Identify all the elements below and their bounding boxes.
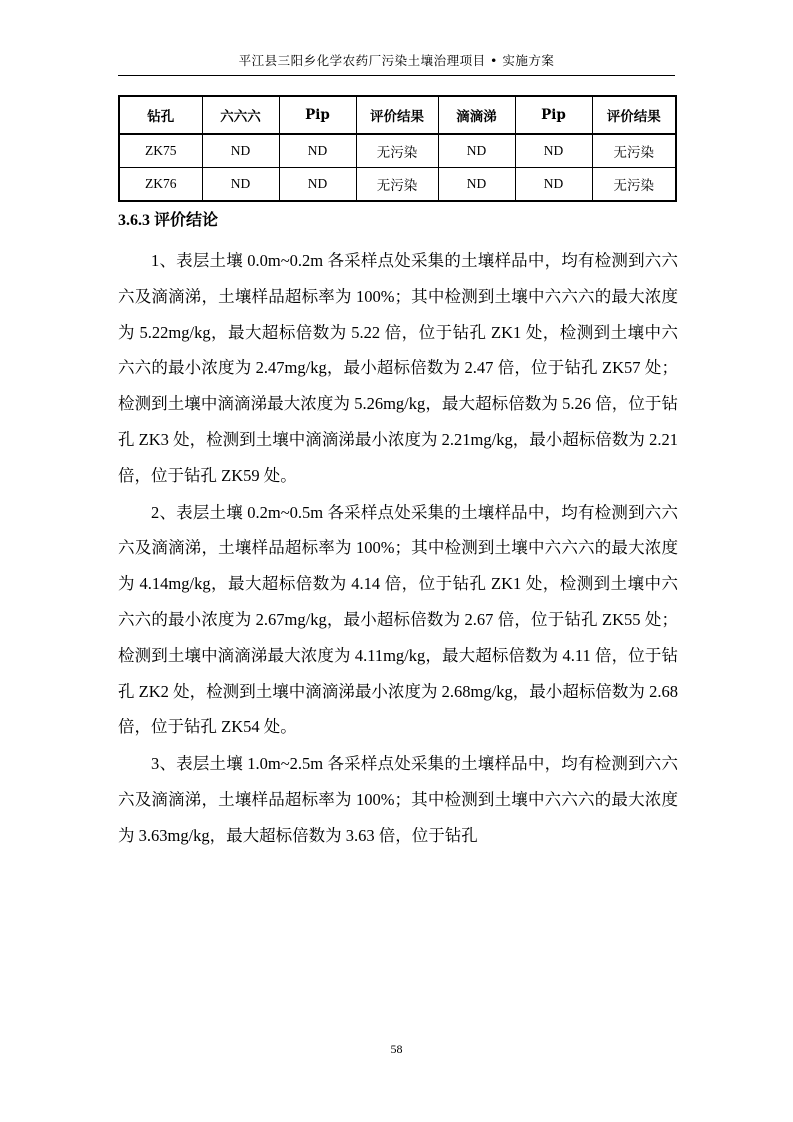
table-cell: 无污染 [592, 134, 676, 168]
table-header-row [119, 96, 676, 134]
header-divider [118, 75, 675, 76]
table-cell: ND [438, 168, 515, 202]
table-cell: 无污染 [356, 134, 438, 168]
table-cell: ND [202, 168, 279, 202]
paragraph: 2、表层土壤 0.2m~0.5m 各采样点处采集的土壤样品中，均有检测到六六六及滴滴涕，土壤样品超标率为 100%；其中检测到土壤中六六六的最大浓度为 4.14mg/kg，最大超标倍数为 4.14 倍，位于钻孔 ZK1 处，检测到土壤中六六六的最小浓度为 2.67mg/kg，最小超标倍数为 2.67 倍，位于钻孔 ZK55 处；检测到土壤中滴滴涕最大浓度为 4.11mg/kg，最大超标倍数为 4.11 倍，位于钻孔 ZK2 处，检测到土壤中滴滴涕最小浓度为 2.68mg/kg，最小超标倍数为 2.68 倍，位于钻孔 ZK54 处。 [118, 502, 678, 737]
paragraph: 3、表层土壤 1.0m~2.5m 各采样点处采集的土壤样品中，均有检测到六六六及滴滴涕，土壤样品超标率为 100%；其中检测到土壤中六六六的最大浓度为 3.63mg/kg，最大超标倍数为 3.63 倍，位于钻孔 [118, 754, 678, 845]
table-row [119, 134, 676, 168]
table-header-cell: 六六六 [202, 96, 279, 134]
section-heading: 3.6.3 评价结论 [118, 212, 219, 229]
table-cell: ND [438, 134, 515, 168]
table-header-cell: 钻孔 [119, 96, 202, 134]
table-header-cell: Pip [279, 96, 356, 134]
table-cell: ND [515, 134, 592, 168]
table-cell: ND [279, 134, 356, 168]
table-header-cell: 评价结果 [592, 96, 676, 134]
table-header-cell: 评价结果 [356, 96, 438, 134]
table-header-cell: 滴滴涕 [438, 96, 515, 134]
results-table [118, 95, 677, 202]
table-cell: ND [279, 168, 356, 202]
table-cell: ZK76 [119, 168, 202, 202]
running-header: 平江县三阳乡化学农药厂污染土壤治理项目 • 实施方案 [238, 53, 555, 68]
body-text [118, 243, 678, 854]
table-cell: ZK75 [119, 134, 202, 168]
table-cell: ND [202, 134, 279, 168]
table-cell: 无污染 [356, 168, 438, 202]
table-header-cell: Pip [515, 96, 592, 134]
table-cell: ND [515, 168, 592, 202]
table-row [119, 168, 676, 202]
paragraph: 1、表层土壤 0.0m~0.2m 各采样点处采集的土壤样品中，均有检测到六六六及滴滴涕，土壤样品超标率为 100%；其中检测到土壤中六六六的最大浓度为 5.22mg/kg，最大超标倍数为 5.22 倍，位于钻孔 ZK1 处，检测到土壤中六六六的最小浓度为 2.47mg/kg，最小超标倍数为 2.47 倍，位于钻孔 ZK57 处；检测到土壤中滴滴涕最大浓度为 5.26mg/kg，最大超标倍数为 5.26 倍，位于钻孔 ZK3 处，检测到土壤中滴滴涕最小浓度为 2.21mg/kg，最小超标倍数为 2.21 倍，位于钻孔 ZK59 处。 [118, 251, 678, 485]
table-cell: 无污染 [592, 168, 676, 202]
page-number: 58 [390, 1042, 403, 1056]
